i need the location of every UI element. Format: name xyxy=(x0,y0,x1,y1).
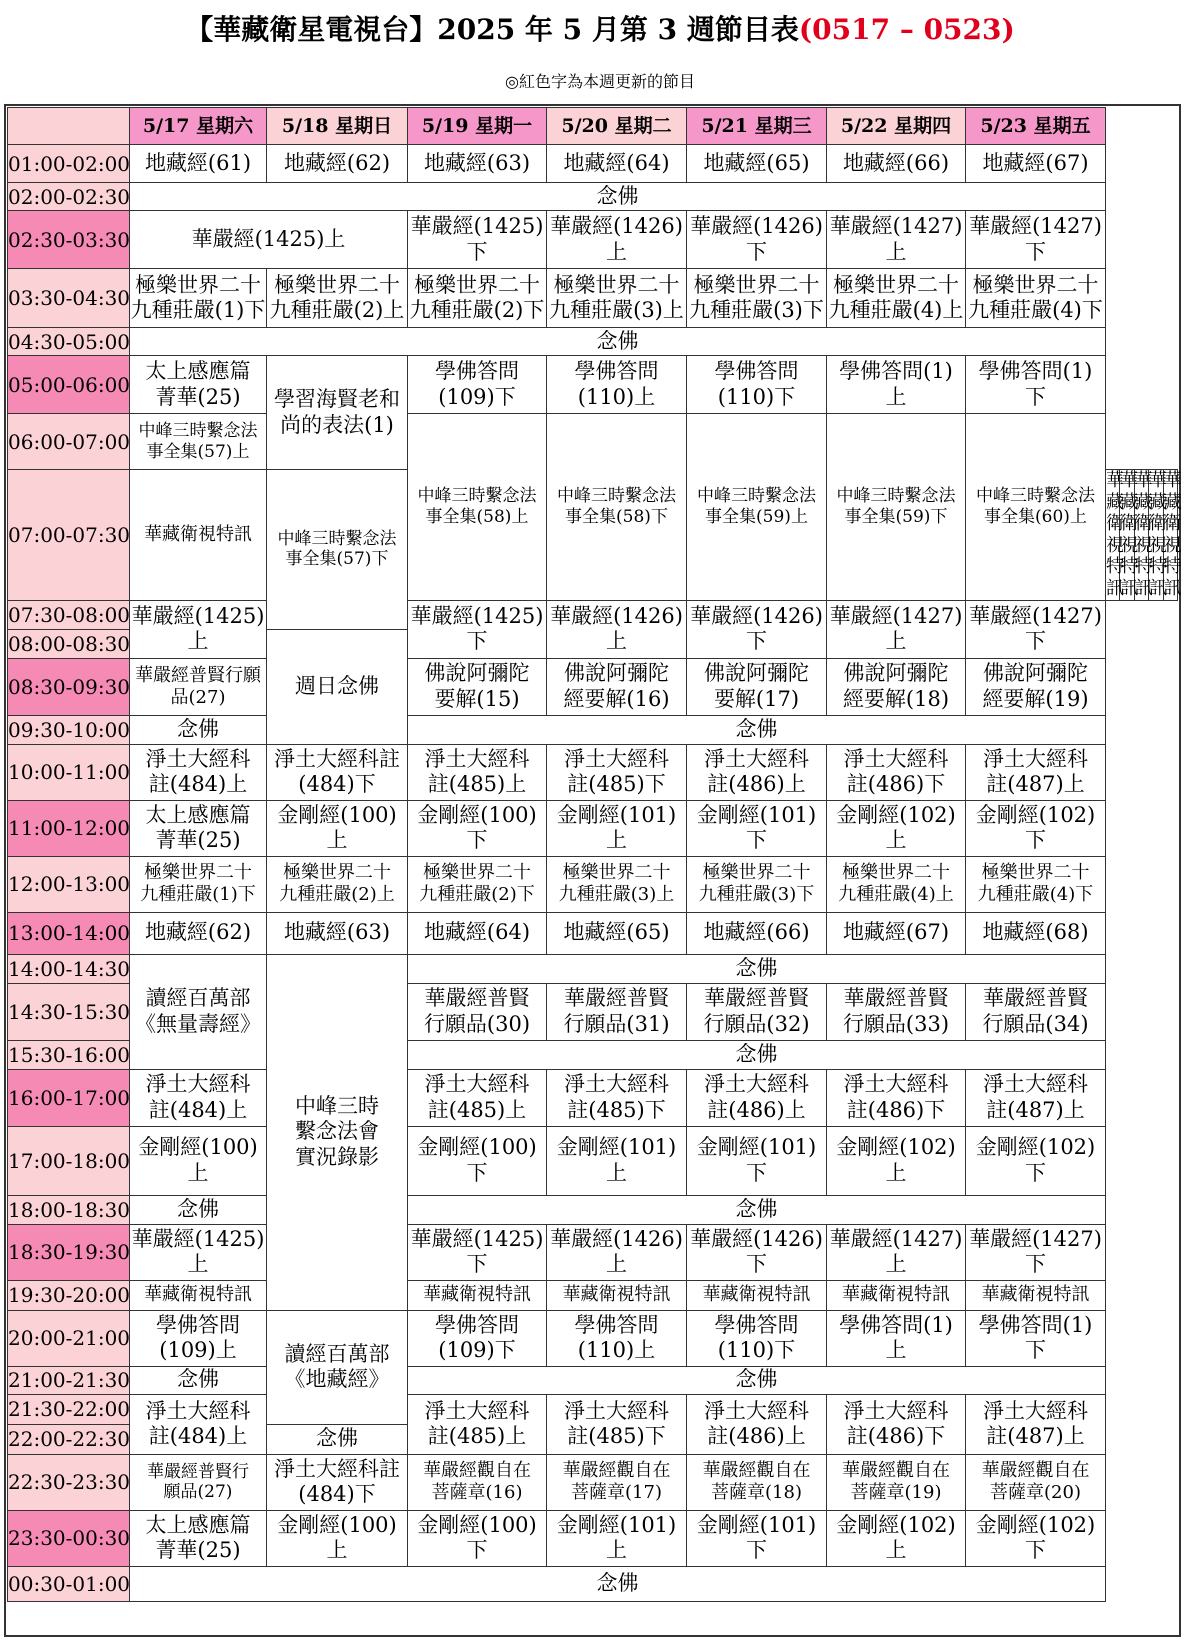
program-cell: 華嚴經(1427) 下 xyxy=(966,211,1106,269)
program-cell: 淨土大經科 註(485)上 xyxy=(408,1069,547,1126)
schedule-row xyxy=(8,1126,1178,1195)
program-cell: 地藏經(64) xyxy=(547,145,687,183)
corner-cell xyxy=(8,108,130,145)
day-header: 5/23 星期五 xyxy=(966,108,1106,145)
program-cell: 華嚴經(1426) 上 xyxy=(547,600,687,658)
time-slot: 02:00-02:30 xyxy=(8,184,131,209)
time-slot: 04:30-05:00 xyxy=(8,329,131,354)
program-cell: 淨土大經科 註(485)下 xyxy=(547,1394,687,1454)
program-cell: 華藏衛視特訊 xyxy=(1106,470,1124,599)
schedule-row xyxy=(8,1366,1178,1394)
program-cell: 華嚴經(1425)上 xyxy=(130,211,408,269)
program-cell: 金剛經(102) 上 xyxy=(827,800,966,856)
schedule-table xyxy=(7,107,1182,1602)
time-slot: 20:00-21:00 xyxy=(8,1310,130,1366)
time-slot: 18:00-18:30 xyxy=(8,1195,130,1224)
program-cell: 華藏衛視特訊 xyxy=(1149,470,1168,599)
program-cell: 地藏經(66) xyxy=(827,145,966,183)
program-cell: 念佛 xyxy=(408,715,1106,744)
program-cell: 念佛 xyxy=(130,1566,1106,1601)
time-slot: 07:00-07:30 xyxy=(8,470,130,601)
program-cell: 太上感應篇 菁華(25) xyxy=(130,1510,267,1566)
program-cell: 中峰三時繫念法 事全集(57)上 xyxy=(130,414,267,470)
program-cell: 華嚴經(1425) 上 xyxy=(130,600,267,658)
program-cell: 中峰三時繫念法 事全集(59)下 xyxy=(827,414,966,601)
program-cell: 金剛經(101) 下 xyxy=(687,800,827,856)
program-cell: 淨土大經科 註(486)下 xyxy=(827,1069,966,1126)
schedule-row xyxy=(8,1510,1178,1566)
program-cell: 極樂世界二十 九種莊嚴(3)下 xyxy=(687,856,827,912)
time-slot: 09:30-10:00 xyxy=(8,715,130,744)
program-cell: 佛說阿彌陀 要解(15) xyxy=(408,658,547,715)
program-cell: 華嚴經觀自在 菩薩章(18) xyxy=(687,1454,827,1510)
time-slot: 01:00-02:00 xyxy=(8,145,130,183)
program-cell: 華嚴經(1425) 上 xyxy=(130,1224,267,1280)
header-row xyxy=(8,108,1178,145)
program-cell: 極樂世界二十 九種莊嚴(2)上 xyxy=(267,269,408,328)
program-cell: 華藏衛視特訊 xyxy=(130,470,267,601)
program-cell: 華嚴經普賢 行願品(31) xyxy=(547,983,687,1040)
time-slot: 19:30-20:00 xyxy=(8,1280,130,1310)
program-cell: 學佛答問 (110)上 xyxy=(547,356,687,414)
schedule-row xyxy=(8,856,1178,912)
program-cell: 念佛 xyxy=(408,1195,1106,1224)
program-cell: 極樂世界二十 九種莊嚴(4)上 xyxy=(827,856,966,912)
day-header: 5/17 星期六 xyxy=(130,108,267,145)
program-cell: 華嚴經(1426) 上 xyxy=(547,211,687,269)
program-cell: 讀經百萬部 《無量壽經》 xyxy=(130,954,267,1069)
program-cell: 中峰三時繫念法 事全集(57)下 xyxy=(267,470,408,630)
program-cell: 淨土大經科 註(484)上 xyxy=(130,1069,267,1126)
program-cell: 極樂世界二十 九種莊嚴(4)下 xyxy=(966,269,1106,328)
program-cell: 華嚴經(1426) 下 xyxy=(687,211,827,269)
program-cell: 金剛經(101) 上 xyxy=(547,1510,687,1566)
program-cell: 念佛 xyxy=(408,1366,1106,1394)
schedule-row xyxy=(8,183,1178,211)
program-cell: 華嚴經(1427) 下 xyxy=(966,1224,1106,1280)
day-header: 5/22 星期四 xyxy=(827,108,966,145)
time-slot: 22:30-23:30 xyxy=(8,1454,130,1510)
schedule-row xyxy=(8,414,1178,470)
program-cell: 淨土大經科註 (484)下 xyxy=(267,1454,408,1510)
program-cell: 極樂世界二十 九種莊嚴(4)下 xyxy=(966,856,1106,912)
program-cell: 金剛經(100) 上 xyxy=(267,800,408,856)
program-cell: 極樂世界二十 九種莊嚴(2)下 xyxy=(408,856,547,912)
day-header: 5/19 星期一 xyxy=(408,108,547,145)
program-cell: 淨土大經科 註(484)上 xyxy=(130,1394,267,1454)
time-slot: 08:30-09:30 xyxy=(8,658,130,715)
program-cell: 極樂世界二十 九種莊嚴(4)上 xyxy=(827,269,966,328)
program-cell: 華嚴經(1427) 上 xyxy=(827,211,966,269)
program-cell: 華嚴經普賢行願 品(27) xyxy=(130,658,267,715)
program-cell: 學佛答問 (109)下 xyxy=(408,356,547,414)
program-cell: 地藏經(66) xyxy=(687,912,827,954)
schedule-row xyxy=(8,715,1178,744)
program-cell: 華嚴經普賢 行願品(32) xyxy=(687,983,827,1040)
schedule-row xyxy=(8,1069,1178,1126)
program-cell: 華嚴經(1426) 下 xyxy=(687,600,827,658)
program-cell: 地藏經(63) xyxy=(267,912,408,954)
program-cell: 極樂世界二十 九種莊嚴(2)上 xyxy=(267,856,408,912)
program-cell: 極樂世界二十 九種莊嚴(3)下 xyxy=(687,269,827,328)
program-cell: 淨土大經科 註(485)下 xyxy=(547,1069,687,1126)
schedule-row xyxy=(8,1195,1178,1224)
page-title xyxy=(0,8,1200,48)
program-cell: 念佛 xyxy=(130,183,1106,211)
schedule-row xyxy=(8,1224,1178,1280)
schedule-row xyxy=(8,1310,1178,1366)
program-cell: 淨土大經科 註(487)上 xyxy=(966,1394,1106,1454)
schedule-row xyxy=(8,145,1178,183)
schedule-row xyxy=(8,1566,1178,1601)
schedule-row xyxy=(8,912,1178,954)
program-cell: 華藏衛視特訊 xyxy=(827,1280,966,1310)
program-cell: 華嚴經普賢 行願品(30) xyxy=(408,983,547,1040)
program-cell: 極樂世界二十 九種莊嚴(2)下 xyxy=(408,269,547,328)
program-cell: 學佛答問(1) 上 xyxy=(827,1310,966,1366)
program-cell: 華嚴經(1425) 下 xyxy=(408,600,547,658)
time-slot: 05:00-06:00 xyxy=(8,356,130,414)
time-slot: 13:00-14:00 xyxy=(8,912,130,954)
program-cell: 淨土大經科 註(485)上 xyxy=(408,744,547,800)
program-cell: 佛說阿彌陀 經要解(18) xyxy=(827,658,966,715)
program-cell: 佛說阿彌陀 要解(17) xyxy=(687,658,827,715)
program-cell: 華嚴經觀自在 菩薩章(20) xyxy=(966,1454,1106,1510)
time-slot: 21:00-21:30 xyxy=(8,1368,131,1393)
time-slot: 06:00-07:00 xyxy=(8,414,130,470)
program-cell: 念佛 xyxy=(130,1366,267,1394)
time-slot: 23:30-00:30 xyxy=(8,1510,130,1566)
schedule-row xyxy=(8,600,1178,629)
program-cell: 地藏經(65) xyxy=(687,145,827,183)
program-cell: 華嚴經(1427) 上 xyxy=(827,600,966,658)
program-cell: 金剛經(102) 下 xyxy=(966,800,1106,856)
program-cell: 淨土大經科 註(484)上 xyxy=(130,744,267,800)
program-cell: 學佛答問 (110)下 xyxy=(687,1310,827,1366)
program-cell: 華嚴經觀自在 菩薩章(17) xyxy=(547,1454,687,1510)
schedule-row xyxy=(8,800,1178,856)
program-cell: 極樂世界二十 九種莊嚴(3)上 xyxy=(547,269,687,328)
program-cell: 金剛經(101) 下 xyxy=(687,1510,827,1566)
program-cell: 學佛答問 (110)下 xyxy=(687,356,827,414)
schedule-row xyxy=(8,328,1178,356)
time-slot: 07:30-08:00 xyxy=(8,600,130,629)
program-cell: 金剛經(102) 下 xyxy=(966,1510,1106,1566)
program-cell: 佛說阿彌陀 經要解(19) xyxy=(966,658,1106,715)
time-slot: 03:30-04:30 xyxy=(8,269,130,328)
program-cell: 太上感應篇 菁華(25) xyxy=(130,800,267,856)
program-cell: 淨土大經科 註(485)下 xyxy=(547,744,687,800)
program-cell: 淨土大經科 註(487)上 xyxy=(966,744,1106,800)
program-cell: 淨土大經科註 (484)下 xyxy=(267,744,408,800)
time-slot: 00:30-01:00 xyxy=(8,1566,130,1601)
program-cell: 讀經百萬部 《地藏經》 xyxy=(267,1310,408,1424)
program-cell: 華藏衛視特訊 xyxy=(408,1280,547,1310)
program-cell: 地藏經(65) xyxy=(547,912,687,954)
schedule-row xyxy=(8,744,1178,800)
time-slot: 17:00-18:00 xyxy=(8,1126,130,1195)
program-cell: 淨土大經科 註(486)上 xyxy=(687,1394,827,1454)
program-cell: 淨土大經科 註(485)上 xyxy=(408,1394,547,1454)
program-cell: 華嚴經(1426) 下 xyxy=(687,1224,827,1280)
program-cell: 學佛答問(1) 上 xyxy=(827,356,966,414)
program-cell: 華嚴經觀自在 菩薩章(19) xyxy=(827,1454,966,1510)
program-cell: 淨土大經科 註(486)下 xyxy=(827,1394,966,1454)
time-slot: 11:00-12:00 xyxy=(8,800,130,856)
program-cell: 地藏經(62) xyxy=(267,145,408,183)
program-cell: 中峰三時 繫念法會 實況錄影 xyxy=(267,954,408,1310)
time-slot: 21:30-22:00 xyxy=(8,1394,130,1424)
program-cell: 學佛答問(1) 下 xyxy=(966,1310,1106,1366)
program-cell: 地藏經(62) xyxy=(130,912,267,954)
program-cell: 華藏衛視特訊 xyxy=(130,1280,267,1310)
program-cell: 華藏衛視特訊 xyxy=(1134,470,1153,599)
day-header: 5/21 星期三 xyxy=(687,108,827,145)
program-cell: 華嚴經(1425) 下 xyxy=(408,211,547,269)
program-cell: 華藏衛視特訊 xyxy=(966,1280,1106,1310)
program-cell: 念佛 xyxy=(408,1040,1106,1069)
program-cell: 華嚴經普賢 行願品(34) xyxy=(966,983,1106,1040)
schedule-row xyxy=(8,269,1178,328)
program-cell: 華嚴經(1426) 上 xyxy=(547,1224,687,1280)
program-cell: 地藏經(63) xyxy=(408,145,547,183)
program-cell: 極樂世界二十 九種莊嚴(1)下 xyxy=(130,856,267,912)
program-cell: 金剛經(100) 下 xyxy=(408,800,547,856)
program-cell: 淨土大經科 註(487)上 xyxy=(966,1069,1106,1126)
program-cell: 淨土大經科 註(486)下 xyxy=(827,744,966,800)
program-cell: 太上感應篇 菁華(25) xyxy=(130,356,267,414)
program-cell: 華藏衛視特訊 xyxy=(1120,470,1139,599)
program-cell: 極樂世界二十 九種莊嚴(1)下 xyxy=(130,269,267,328)
program-cell: 金剛經(101) 上 xyxy=(547,800,687,856)
program-cell: 金剛經(102) 上 xyxy=(827,1510,966,1566)
program-cell: 華嚴經(1427) 上 xyxy=(827,1224,966,1280)
time-slot: 08:00-08:30 xyxy=(8,629,130,658)
program-cell: 念佛 xyxy=(130,1195,267,1224)
time-slot: 12:00-13:00 xyxy=(8,856,130,912)
program-cell: 金剛經(101) 上 xyxy=(547,1126,687,1195)
program-cell: 念佛 xyxy=(130,328,1106,356)
schedule-row xyxy=(8,658,1178,715)
program-cell: 佛說阿彌陀 經要解(16) xyxy=(547,658,687,715)
program-cell: 華嚴經(1427) 下 xyxy=(966,600,1106,658)
program-cell: 中峰三時繫念法 事全集(58)下 xyxy=(547,414,687,601)
program-cell: 金剛經(100) 上 xyxy=(130,1126,267,1195)
program-cell: 淨土大經科 註(486)上 xyxy=(687,744,827,800)
program-cell: 華嚴經(1425) 下 xyxy=(408,1224,547,1280)
program-cell: 地藏經(61) xyxy=(130,145,267,183)
program-cell: 金剛經(102) 上 xyxy=(827,1126,966,1195)
program-cell: 華藏衛視特訊 xyxy=(687,1280,827,1310)
time-slot: 22:00-22:30 xyxy=(8,1424,130,1454)
program-cell: 地藏經(64) xyxy=(408,912,547,954)
program-cell: 學佛答問 (110)上 xyxy=(547,1310,687,1366)
program-cell: 金剛經(100) 上 xyxy=(267,1510,408,1566)
time-slot: 18:30-19:30 xyxy=(8,1224,130,1280)
program-cell: 金剛經(101) 下 xyxy=(687,1126,827,1195)
title-main: 【華藏衛星電視台】2025 年 5 月第 3 週節目表 xyxy=(185,13,799,46)
program-cell: 地藏經(67) xyxy=(827,912,966,954)
time-slot: 16:00-17:00 xyxy=(8,1069,130,1126)
schedule-row xyxy=(8,1394,1178,1424)
program-cell: 華嚴經普賢 行願品(33) xyxy=(827,983,966,1040)
page-subtitle: ◎紅色字為本週更新的節目 xyxy=(505,72,695,91)
schedule-row xyxy=(8,954,1178,983)
program-cell: 學佛答問 (109)上 xyxy=(130,1310,267,1366)
program-cell: 金剛經(100) 下 xyxy=(408,1126,547,1195)
program-cell: 華嚴經普賢行 願品(27) xyxy=(130,1454,267,1510)
time-slot: 15:30-16:00 xyxy=(8,1040,130,1069)
program-cell: 中峰三時繫念法 事全集(59)上 xyxy=(687,414,827,601)
program-cell: 學佛答問 (109)下 xyxy=(408,1310,547,1366)
time-slot: 10:00-11:00 xyxy=(8,744,130,800)
title-date-range: (0517 – 0523) xyxy=(798,13,1015,46)
program-cell: 地藏經(67) xyxy=(966,145,1106,183)
time-slot: 02:30-03:30 xyxy=(8,211,130,269)
program-cell: 華嚴經觀自在 菩薩章(16) xyxy=(408,1454,547,1510)
program-cell: 金剛經(100) 下 xyxy=(408,1510,547,1566)
schedule-row xyxy=(8,1280,1178,1310)
schedule-row xyxy=(8,1454,1178,1510)
program-cell: 學佛答問(1) 下 xyxy=(966,356,1106,414)
time-slot: 14:00-14:30 xyxy=(8,954,130,983)
program-cell: 極樂世界二十 九種莊嚴(3)上 xyxy=(547,856,687,912)
program-cell: 學習海賢老和 尚的表法(1) xyxy=(267,356,408,470)
program-cell: 中峰三時繫念法 事全集(60)上 xyxy=(966,414,1106,601)
day-header: 5/20 星期二 xyxy=(547,108,687,145)
program-cell: 念佛 xyxy=(267,1424,408,1454)
program-cell: 週日念佛 xyxy=(267,629,408,744)
program-cell: 華藏衛視特訊 xyxy=(1163,470,1182,599)
schedule-row xyxy=(8,356,1178,414)
schedule-row xyxy=(8,211,1178,269)
program-cell: 念佛 xyxy=(130,715,267,744)
program-cell: 華藏衛視特訊 xyxy=(547,1280,687,1310)
program-cell: 念佛 xyxy=(408,954,1106,983)
day-header: 5/18 星期日 xyxy=(267,108,408,145)
time-slot: 14:30-15:30 xyxy=(8,983,130,1040)
program-cell: 地藏經(68) xyxy=(966,912,1106,954)
program-cell: 淨土大經科 註(486)上 xyxy=(687,1069,827,1126)
program-cell: 中峰三時繫念法 事全集(58)上 xyxy=(408,414,547,601)
program-cell: 金剛經(102) 下 xyxy=(966,1126,1106,1195)
